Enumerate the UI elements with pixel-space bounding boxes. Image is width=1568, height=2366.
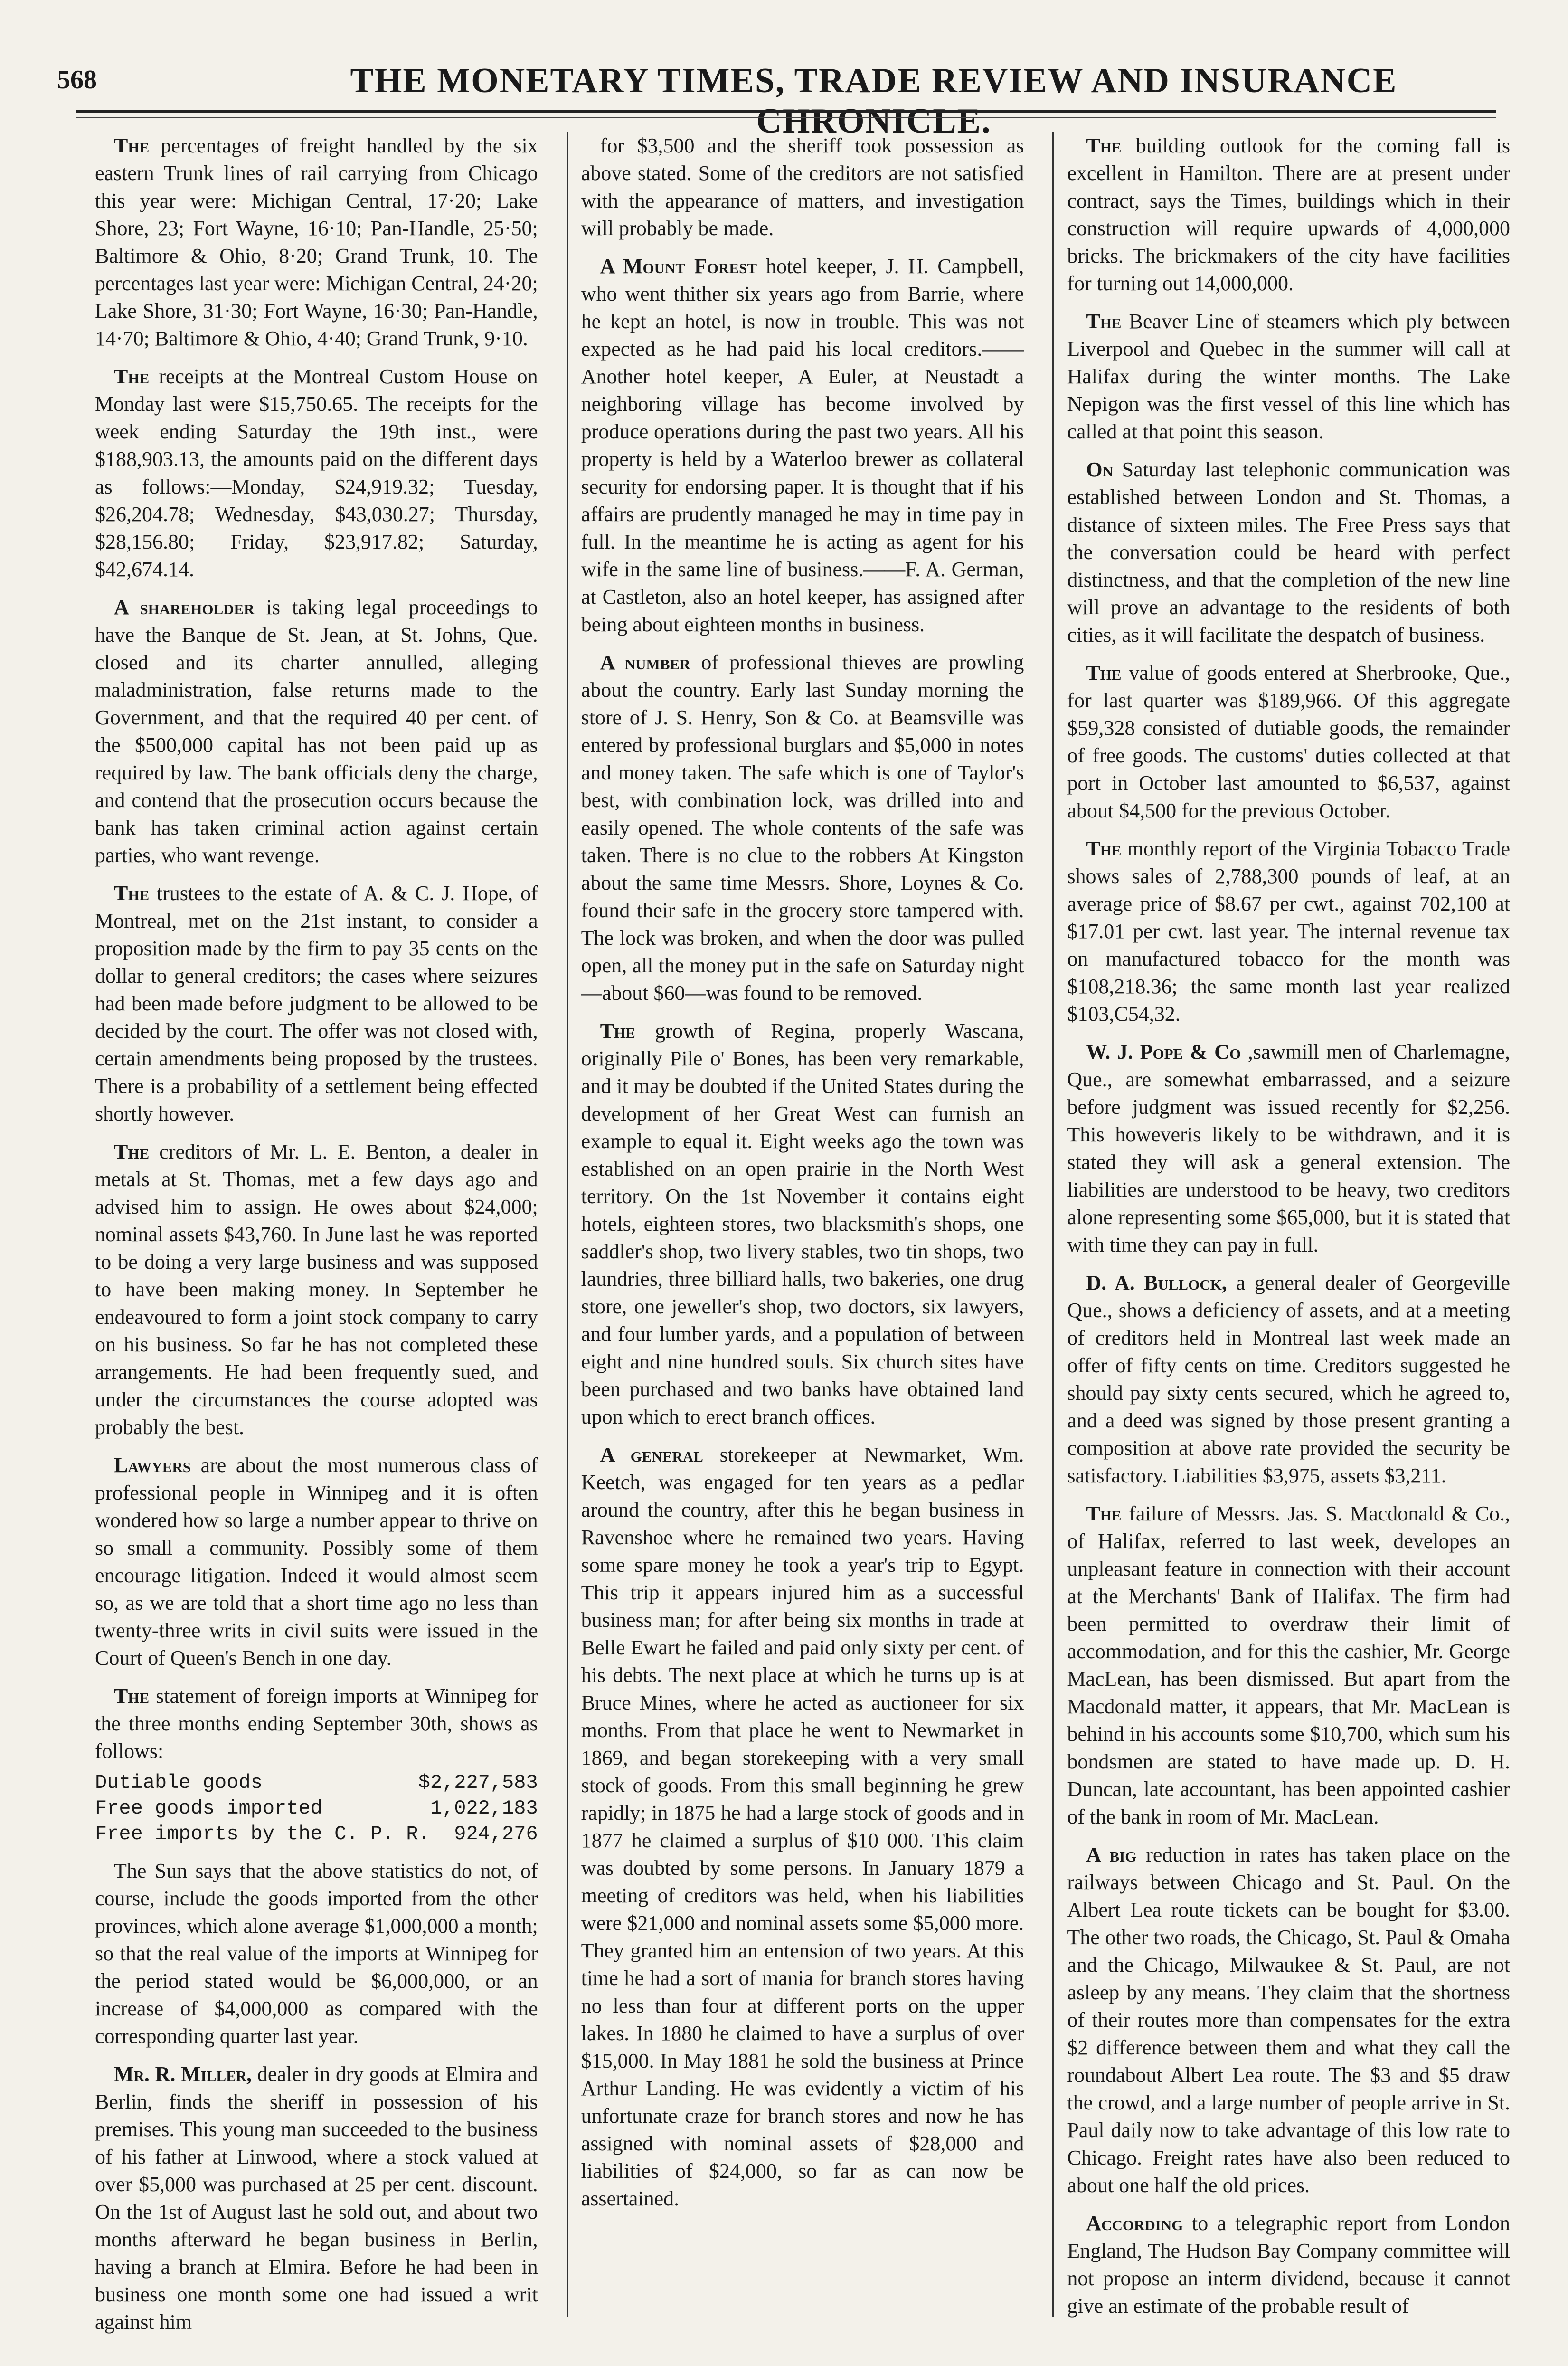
paragraph-body: receipts at the Montreal Custom House on Monday last were $15,750.65. The receipts for the week ending Saturday the 19th inst., were $188,903.13, the amounts paid on the different days as follows:—Monday, $24,919.32; Tuesday, $26,204.78; Wednesday, $43,030.27; Thursday, $28,156.80; Friday, $23,917.82; Saturday, $42,674.14. <box>95 365 538 581</box>
paragraph-body: reduction in rates has taken place on the railways between Chicago and St. Paul. On the Albert Lea route tickets can be bought for $3.00. The other two roads, the Chicago, St. Paul & Omaha and the Chicago, Milwaukee & St. Paul, are not asleep by any means. They claim that the shortness of their routes more than compensates for the extra $2 difference between them and what they call the roundabout Albert Lea route. The $3 and $5 draw the crowd, and a large number of people arrive in St. Paul daily now to take advantage of this low rate to Chicago. Freight rates have also been reduced to about one half the old prices. <box>1067 1843 1511 2197</box>
paragraph-lead: The <box>1086 661 1122 684</box>
article-paragraph <box>581 132 1024 242</box>
paragraph-body: ,sawmill men of Charlemagne, Que., are somewhat embarrassed, and a seizure before judgment was issued recently for $2,256. This howeveris likely to be withdrawn, and it is stated they will ask a general extension. The liabilities are understood to be heavy, two creditors alone representing some $65,000, but it is stated that with time they can pay in full. <box>1067 1040 1511 1256</box>
header-rule <box>76 110 1496 113</box>
column-3 <box>1052 132 1510 2317</box>
header-rule-thin <box>76 117 1496 118</box>
paragraph-body: for $3,500 and the sheriff took possession as above stated. Some of the creditors are not satisfied with the appearance of matters, and investigation will probably be made. <box>581 134 1024 240</box>
page-header <box>57 56 1501 141</box>
paragraph-body: Saturday last telephonic communication was established between London and St. Thomas, a distance of sixteen miles. The Free Press says that the conversation could be heard with perfect distinctness, and that the completion of the new line will prove an advantage to the residents of both cities, as it will facilitate the despatch of business. <box>1067 458 1511 646</box>
paragraph-lead: Mr. R. Miller, <box>114 2062 252 2086</box>
article-paragraph <box>95 2061 538 2336</box>
paragraph-body: value of goods entered at Sherbrooke, Que., for last quarter was $189,966. Of this aggregate $59,328 consisted of dutiable goods, the remainder of free goods. The customs' duties collected at that port in October last amounted to $6,537, against about $4,500 for the previous October. <box>1067 661 1511 822</box>
paragraph-lead: Lawyers <box>114 1454 191 1477</box>
paragraph-body: dealer in dry goods at Elmira and Berlin, finds the sheriff in possession of his premises. This young man succeeded to the business of his father at Linwood, where a stock valued at over $5,000 was purchased at 25 per cent. discount. On the 1st of August last he sold out, and about two months afterward he began business in Berlin, having a branch at Elmira. Before he had been in business one month some one had issued a writ against him <box>95 2062 538 2334</box>
table-label: Free imports by the C. P. R. <box>95 1823 430 1845</box>
article-paragraph <box>581 1441 1024 2213</box>
paragraph-body: growth of Regina, properly Wascana, originally Pile o' Bones, has been very remarkable, and it may be doubted if the United States during the development of her Great West can furnish an example to equal it. Eight weeks ago the town was established on an open prairie in the North West territory. On the 1st November it contains eight hotels, eighteen stores, two blacksmith's shops, one saddler's shop, two livery stables, two tin shops, two laundries, three billiard halls, two bakeries, one drug store, one jeweller's shop, two doctors, six lawyers, and four lumber yards, and a population of between eight and nine hundred souls. Six church sites have been purchased and two banks have obtained land upon which to erect branch offices. <box>581 1019 1024 1428</box>
article-paragraph <box>1067 1841 1510 2199</box>
paragraph-body: of professional thieves are prowling about the country. Early last Sunday morning the store of J. S. Henry, Son & Co. at Beamsville was entered by professional burglars and $5,000 in notes and money taken. The safe which is one of Taylor's best, with combination lock, was drilled into and easily opened. The whole contents of the safe was taken. There is no clue to the robbers At Kingston about the same time Messrs. Shore, Loynes & Co. found their safe in the grocery store tampered with. The lock was broken, and when the door was pulled open, all the money put in the safe on Saturday night—about $60—was found to be removed. <box>581 651 1024 1005</box>
paragraph-lead: A Mount Forest <box>600 255 757 278</box>
paragraph-body: are about the most numerous class of professional people in Winnipeg and it is often wondered how so large a number appear to thrive on so small a community. Possibly some of them encourage litigation. Indeed it would almost seem so, as we are told that a short time ago no less than twenty-three writs in civil suits were issued in the Court of Queen's Bench in one day. <box>95 1454 538 1670</box>
article-paragraph <box>1067 1500 1510 1831</box>
article-paragraph <box>95 363 538 583</box>
paragraph-lead: D. A. Bullock, <box>1086 1271 1227 1294</box>
article-paragraph <box>581 649 1024 1007</box>
paragraph-lead: On <box>1086 458 1113 481</box>
paragraph-lead: A general <box>600 1443 703 1466</box>
paragraph-body: creditors of Mr. L. E. Benton, a dealer in metals at St. Thomas, met a few days ago and advised him to assign. He owes about $24,000; nominal assets $43,760. In June last he was reported to be doing a very large business and was supposed to have been making money. In September he endeavoured to form a joint stock company to carry on his business. So far he has not completed these arrangements. He had been frequently sued, and under the circumstances the course adopted was probably the best. <box>95 1140 538 1439</box>
paragraph-lead: The <box>1086 310 1122 333</box>
article-paragraph <box>581 1017 1024 1431</box>
table-label: Dutiable goods <box>95 1771 263 1794</box>
paragraph-lead: A number <box>600 651 690 674</box>
article-paragraph <box>1067 308 1510 446</box>
paragraph-lead: The <box>114 882 150 905</box>
paragraph-body: trustees to the estate of A. & C. J. Hope, of Montreal, met on the 21st instant, to consider a proposition made by the firm to pay 35 cents on the dollar to general creditors; the cases where seizures had been made before judgment to be allowed to be decided by the court. The offer was not closed with, certain amendments being proposed by the trustees. There is a probability of a settlement being effected shortly however. <box>95 882 538 1125</box>
article-paragraph <box>95 1682 538 1765</box>
table-label: Free goods imported <box>95 1797 322 1820</box>
paragraph-body: a general dealer of Georgeville Que., shows a deficiency of assets, and at a meeting of creditors held in Montreal last week made an offer of fifty cents on time. Creditors suggested he should pay sixty cents secured, which he agreed to, and a deed was signed by those present granting a composition at above rate provided the security be satisfactory. Liabilities $3,975, assets $3,211. <box>1067 1271 1511 1487</box>
paragraph-body: storekeeper at Newmarket, Wm. Keetch, was engaged for ten years as a pedlar around the country, after this he began business in Ravenshoe where he remained two years. Having some spare money he took a year's trip to Egypt. This trip it appears injured him as a successful business man; for after being six months in trade at Belle Ewart he failed and paid only sixty per cent. of his debts. The next place at which he turns up is at Bruce Mines, where he acted as auctioneer for six months. From that place he went to Newmarket in 1869, and began storekeeping with a very small stock of goods. From this small beginning he grew rapidly; in 1875 he had a large stock of goods and in 1877 he claimed a surplus of $10 000. This claim was doubted by some persons. In January 1879 a meeting of creditors was held, when his liabilities were $21,000 and nominal assets some $5,000 more. They granted him an entension of two years. At this time he had a sort of mania for branch stores having no less than four at different ports on the upper lakes. In 1880 he claimed to have a surplus of over $15,000. In May 1881 he sold the business at Prince Arthur Landing. He was evidently a victim of his unfortunate craze for branch stores and now he has assigned with nominal assets of $28,000 and liabilities of $24,000, so far as can now be assertained. <box>581 1443 1024 2210</box>
article-paragraph <box>95 132 538 352</box>
paragraph-lead: The <box>1086 134 1122 157</box>
article-paragraph <box>581 253 1024 638</box>
article-paragraph <box>95 1138 538 1441</box>
paragraph-body: Beaver Line of steamers which ply between Liverpool and Quebec in the summer will call at Halifax during the winter months. The Lake Nepigon was the first vessel of this line which has called at that point this season. <box>1067 310 1511 443</box>
column-1 <box>95 132 538 2334</box>
paragraph-body: The Sun says that the above statistics do not, of course, include the goods imported from the other provinces, which alone average $1,000,000 a month; so that the real value of the imports at Winnipeg for the period stated would be $6,000,000, or an increase of $4,000,000 as compared with the corresponding quarter last year. <box>95 1859 538 2048</box>
article-paragraph <box>1067 456 1510 649</box>
article-paragraph <box>95 594 538 869</box>
paragraph-lead: The <box>1086 1502 1122 1525</box>
paragraph-lead: The <box>600 1019 635 1043</box>
paragraph-lead: A big <box>1086 1843 1137 1866</box>
paragraph-lead: The <box>1086 837 1122 860</box>
article-columns <box>95 132 1511 2334</box>
article-paragraph <box>1067 835 1510 1028</box>
table-value: 1,022,183 <box>430 1797 538 1820</box>
paragraph-body: statement of foreign imports at Winnipeg for the three months ending September 30th, shows as follows: <box>95 1684 538 1763</box>
paragraph-body: building outlook for the coming fall is excellent in Hamilton. There are at present under contract, says the Times, buildings which in their construction will require upwards of 4,000,000 bricks. The brickmakers of the city have facilities for turning out 14,000,000. <box>1067 134 1511 295</box>
paragraph-body: is taking legal proceedings to have the Banque de St. Jean, at St. Johns, Que. closed and its charter annulled, alleging maladministration, false returns made to the Government, and that the required 40 per cent. of the $500,000 capital has not been paid up as required by law. The bank officials deny the charge, and contend that the prosecution occurs because the bank has taken criminal action against certain parties, who want revenge. <box>95 596 538 867</box>
article-paragraph <box>95 880 538 1128</box>
column-2 <box>567 132 1024 2317</box>
article-paragraph <box>1067 1038 1510 1259</box>
paragraph-body: monthly report of the Virginia Tobacco Trade shows sales of 2,788,300 pounds of leaf, at an average price of $8.67 per cwt., against 702,100 at $17.01 per cwt. last year. The internal revenue tax on manufactured tobacco for the month was $108,218.36; the same month last year realized $103,C54,32. <box>1067 837 1511 1026</box>
masthead-title: THE MONETARY TIMES, TRADE REVIEW AND INSURANCE CHRONICLE. <box>350 61 1398 141</box>
paragraph-lead: The <box>114 365 150 388</box>
paragraph-lead: W. J. Pope & Co <box>1086 1040 1241 1064</box>
page-number: 568 <box>57 65 97 95</box>
paragraph-lead: The <box>114 134 150 157</box>
table-value: 924,276 <box>454 1823 538 1845</box>
imports-table <box>95 1770 538 1847</box>
article-paragraph <box>1067 1269 1510 1490</box>
paragraph-lead: The <box>114 1684 150 1708</box>
article-paragraph <box>95 1857 538 2050</box>
table-row <box>95 1770 538 1796</box>
paragraph-lead: According <box>1086 2212 1183 2235</box>
table-row <box>95 1796 538 1821</box>
paragraph-body: to a telegraphic report from London England, The Hudson Bay Company committee will not propose an interm dividend, because it cannot give an estimate of the probable result of <box>1067 2212 1511 2318</box>
paragraph-body: hotel keeper, J. H. Campbell, who went thither six years ago from Barrie, where he kept an hotel, is now in trouble. This was not expected as he had paid his local creditors.——Another hotel keeper, A Euler, at Neustadt a neighboring village has become involved by produce operations during the past two years. All his property is held by a Waterloo brewer as collateral security for endorsing paper. It is thought that if his affairs are prudently managed he may in time pay in full. In the meantime he is acting as agent for his wife in the same line of business.——F. A. German, at Castleton, also an hotel keeper, has assigned after being about eighteen months in business. <box>581 255 1024 636</box>
article-paragraph <box>1067 2210 1510 2320</box>
paragraph-body: failure of Messrs. Jas. S. Macdonald & Co., of Halifax, referred to last week, developes an unpleasant feature in connection with their account at the Merchants' Bank of Halifax. The firm had been permitted to overdraw their limit of accommodation, and for this the cashier, Mr. George MacLean, has been dismissed. But apart from the Macdonald matter, it appears, that Mr. MacLean is behind in his accounts some $10,700, which sum his bondsmen are stated to have made up. D. H. Duncan, late accountant, has been appointed cashier of the bank in room of Mr. MacLean. <box>1067 1502 1511 1828</box>
paragraph-body: percentages of freight handled by the six eastern Trunk lines of rail carrying from Chicago this year were: Michigan Central, 17·20; Lake Shore, 23; Fort Wayne, 16·10; Pan-Handle, 25·50; Baltimore & Ohio, 8·20; Grand Trunk, 10. The percentages last year were: Michigan Central, 24·20; Lake Shore, 31·30; Fort Wayne, 16·30; Pan-Handle, 14·70; Baltimore & Ohio, 4·40; Grand Trunk, 9·10. <box>95 134 538 350</box>
paragraph-lead: The <box>114 1140 150 1163</box>
article-paragraph <box>1067 659 1510 825</box>
paragraph-lead: A shareholder <box>114 596 255 619</box>
table-row <box>95 1821 538 1847</box>
article-paragraph <box>1067 132 1510 297</box>
table-value: $2,227,583 <box>418 1771 538 1794</box>
article-paragraph <box>95 1452 538 1672</box>
